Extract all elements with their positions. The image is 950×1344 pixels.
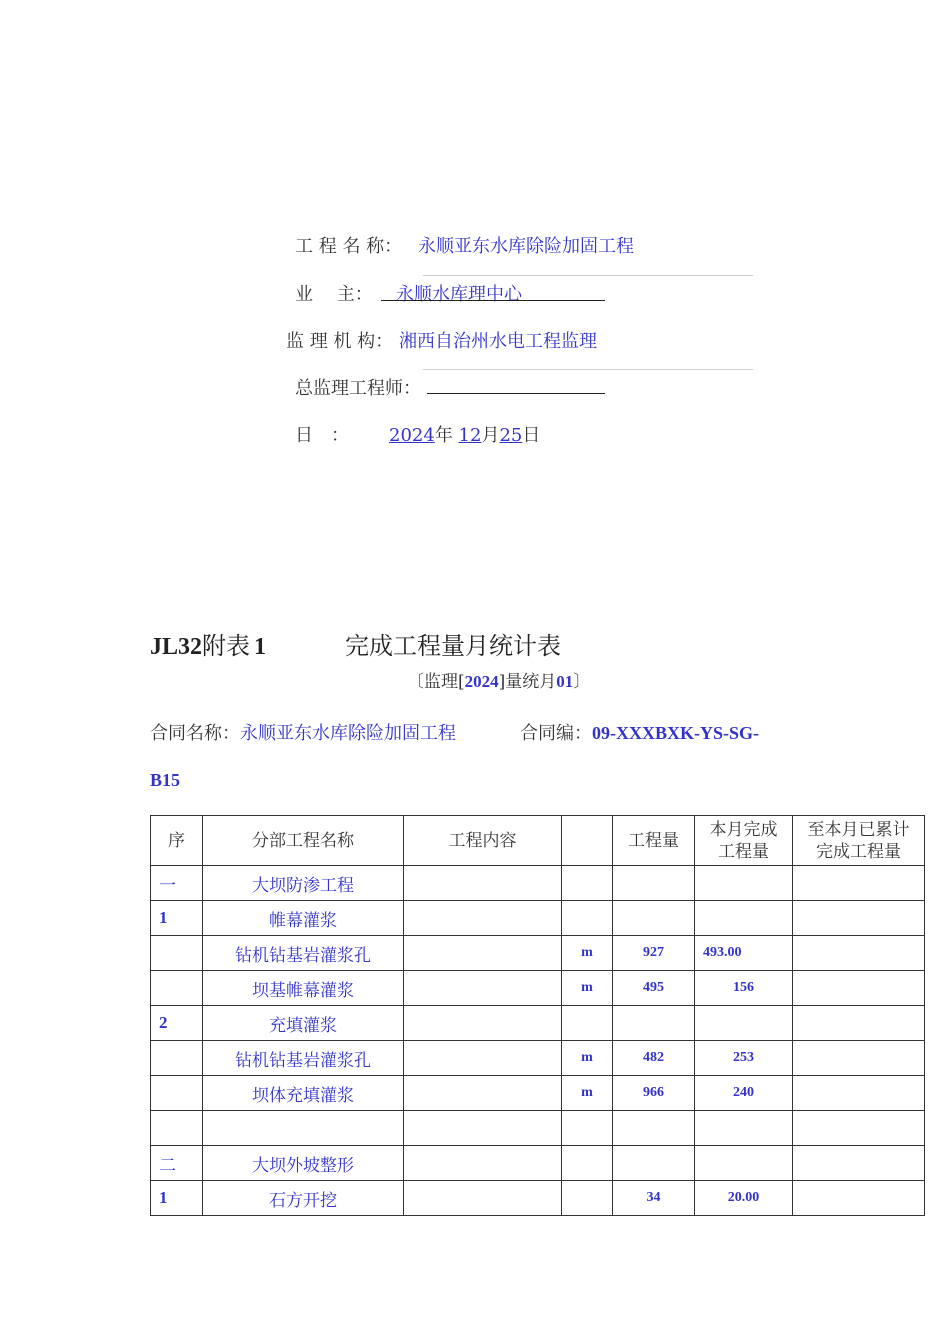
cell-quantity [613,1006,695,1041]
project-name-rule [423,275,753,276]
cell-seq [151,1111,203,1146]
cell-quantity [613,866,695,901]
cell-section-name: 充填灌浆 [203,1006,404,1041]
report-title: 完成工程量月统计表 [345,634,561,660]
date-label-text: 日 ： [295,425,349,446]
cell-quantity [613,901,695,936]
cell-seq: 2 [151,1006,203,1041]
cell-cumulative [793,1041,925,1076]
contract-name [150,719,456,745]
cell-cumulative [793,971,925,1006]
report-subtitle [407,667,590,692]
contract-number-value-1: 09-XXXBXK-YS-SG- [592,723,760,743]
cell-month-done [695,1146,793,1181]
cell-section-name: 大坝外坡整形 [203,1146,404,1181]
cell-month-done: 240 [695,1076,793,1111]
cell-quantity: 495 [613,971,695,1006]
contract-number [520,719,759,745]
subtitle-close: 〕 [573,672,591,692]
table-row [151,936,925,971]
cell-cumulative [793,1181,925,1216]
report-code [150,626,266,661]
cell-content [404,1111,562,1146]
table-row [151,1146,925,1181]
cell-section-name: 钻机钻基岩灌浆孔 [203,936,404,971]
report-code-num: 1 [254,634,267,660]
supervisor-label: 监 理 机 构： [286,331,394,352]
cell-section-name: 石方开挖 [203,1181,404,1216]
cell-content [404,936,562,971]
cell-unit [562,866,613,901]
header-content: 工程内容 [404,816,562,866]
table-row [151,1041,925,1076]
cell-content [404,1076,562,1111]
date-day-unit: 日 [522,425,541,446]
cell-seq: 1 [151,901,203,936]
report-code-suffix: 附表 [202,634,251,660]
date-day: 25 [499,425,523,446]
cell-content [404,971,562,1006]
cell-month-done: 253 [695,1041,793,1076]
chief-engineer-label: 总监理工程师： [295,378,421,399]
chief-engineer-underline [427,393,605,394]
cell-seq: 一 [151,866,203,901]
cell-cumulative [793,1146,925,1181]
supervisor-value: 湘西自治州水电工程监理 [399,331,597,352]
table-row [151,1006,925,1041]
table-row [151,901,925,936]
cell-content [404,1006,562,1041]
table-row [151,1111,925,1146]
date-month: 12 [458,425,482,446]
date-label [295,421,349,447]
cell-unit [562,1006,613,1041]
contract-name-value: 永顺亚东水库除险加固工程 [240,723,456,744]
owner-label: 业 主： [295,284,373,305]
cell-unit: m [562,971,613,1006]
cell-seq [151,1076,203,1111]
subtitle-open: 〔监理[ [407,672,465,692]
cell-seq [151,971,203,1006]
header-cumulative [793,816,925,866]
subtitle-year: 2024 [464,672,499,691]
cell-unit [562,1181,613,1216]
cell-month-done [695,1111,793,1146]
cell-unit: m [562,936,613,971]
cell-quantity: 482 [613,1041,695,1076]
cell-unit [562,1111,613,1146]
owner-value: 永顺水库理中心 [396,284,522,305]
header-month-done-a: 本月完成 [709,819,778,840]
contract-number-value-2: B15 [150,770,181,790]
table-row [151,1181,925,1216]
cell-quantity: 34 [613,1181,695,1216]
cell-quantity: 927 [613,936,695,971]
contract-name-label: 合同名称： [150,723,240,744]
cell-quantity: 966 [613,1076,695,1111]
cell-unit [562,901,613,936]
cell-cumulative [793,1006,925,1041]
cell-seq [151,1041,203,1076]
cell-content [404,901,562,936]
date-value [389,421,540,447]
cell-seq: 1 [151,1181,203,1216]
header-month-done-b: 工程量 [718,841,769,862]
cell-content [404,1041,562,1076]
cell-section-name: 大坝防渗工程 [203,866,404,901]
cell-month-done: 493.00 [695,936,793,971]
cell-cumulative [793,1076,925,1111]
date-month-unit: 月 [481,425,500,446]
cell-month-done: 156 [695,971,793,1006]
project-name-label: 工 程 名 称： [295,236,403,257]
cell-section-name: 帷幕灌浆 [203,901,404,936]
owner-underline [381,300,605,301]
cell-month-done [695,1006,793,1041]
table-body [151,866,925,1216]
cell-content [404,866,562,901]
cell-unit: m [562,1041,613,1076]
cell-content [404,1146,562,1181]
header-month-done [695,816,793,866]
table-row [151,866,925,901]
cell-month-done [695,901,793,936]
cell-section-name: 钻机钻基岩灌浆孔 [203,1041,404,1076]
header-unit [562,816,613,866]
table-row [151,971,925,1006]
cell-section-name [203,1111,404,1146]
cell-seq [151,936,203,971]
header-seq: 序 [151,816,203,866]
contract-number-label: 合同编： [520,723,592,744]
cell-quantity [613,1111,695,1146]
cell-cumulative [793,866,925,901]
cell-cumulative [793,1111,925,1146]
cell-month-done: 20.00 [695,1181,793,1216]
table-row [151,1076,925,1111]
cell-content [404,1181,562,1216]
cell-month-done [695,866,793,901]
cell-cumulative [793,901,925,936]
project-name-value: 永顺亚东水库除险加固工程 [418,236,634,257]
cell-unit: m [562,1076,613,1111]
date-year-unit: 年 [434,425,453,446]
cell-quantity [613,1146,695,1181]
subtitle-mid: ]量统月 [498,672,557,692]
date-year: 2024 [389,425,435,446]
cell-cumulative [793,936,925,971]
cell-section-name: 坝基帷幕灌浆 [203,971,404,1006]
table-header-row [151,816,925,866]
header-section-name: 分部工程名称 [203,816,404,866]
report-code-id: JL32 [150,634,203,660]
header-quantity: 工程量 [613,816,695,866]
cell-section-name: 坝体充填灌浆 [203,1076,404,1111]
cell-unit [562,1146,613,1181]
supervisor-rule [423,369,753,370]
header-cumulative-b: 完成工程量 [816,841,901,862]
subtitle-num: 01 [556,672,574,691]
header-cumulative-a: 至本月已累计 [807,819,910,840]
quantity-table [150,815,925,1216]
cell-seq: 二 [151,1146,203,1181]
